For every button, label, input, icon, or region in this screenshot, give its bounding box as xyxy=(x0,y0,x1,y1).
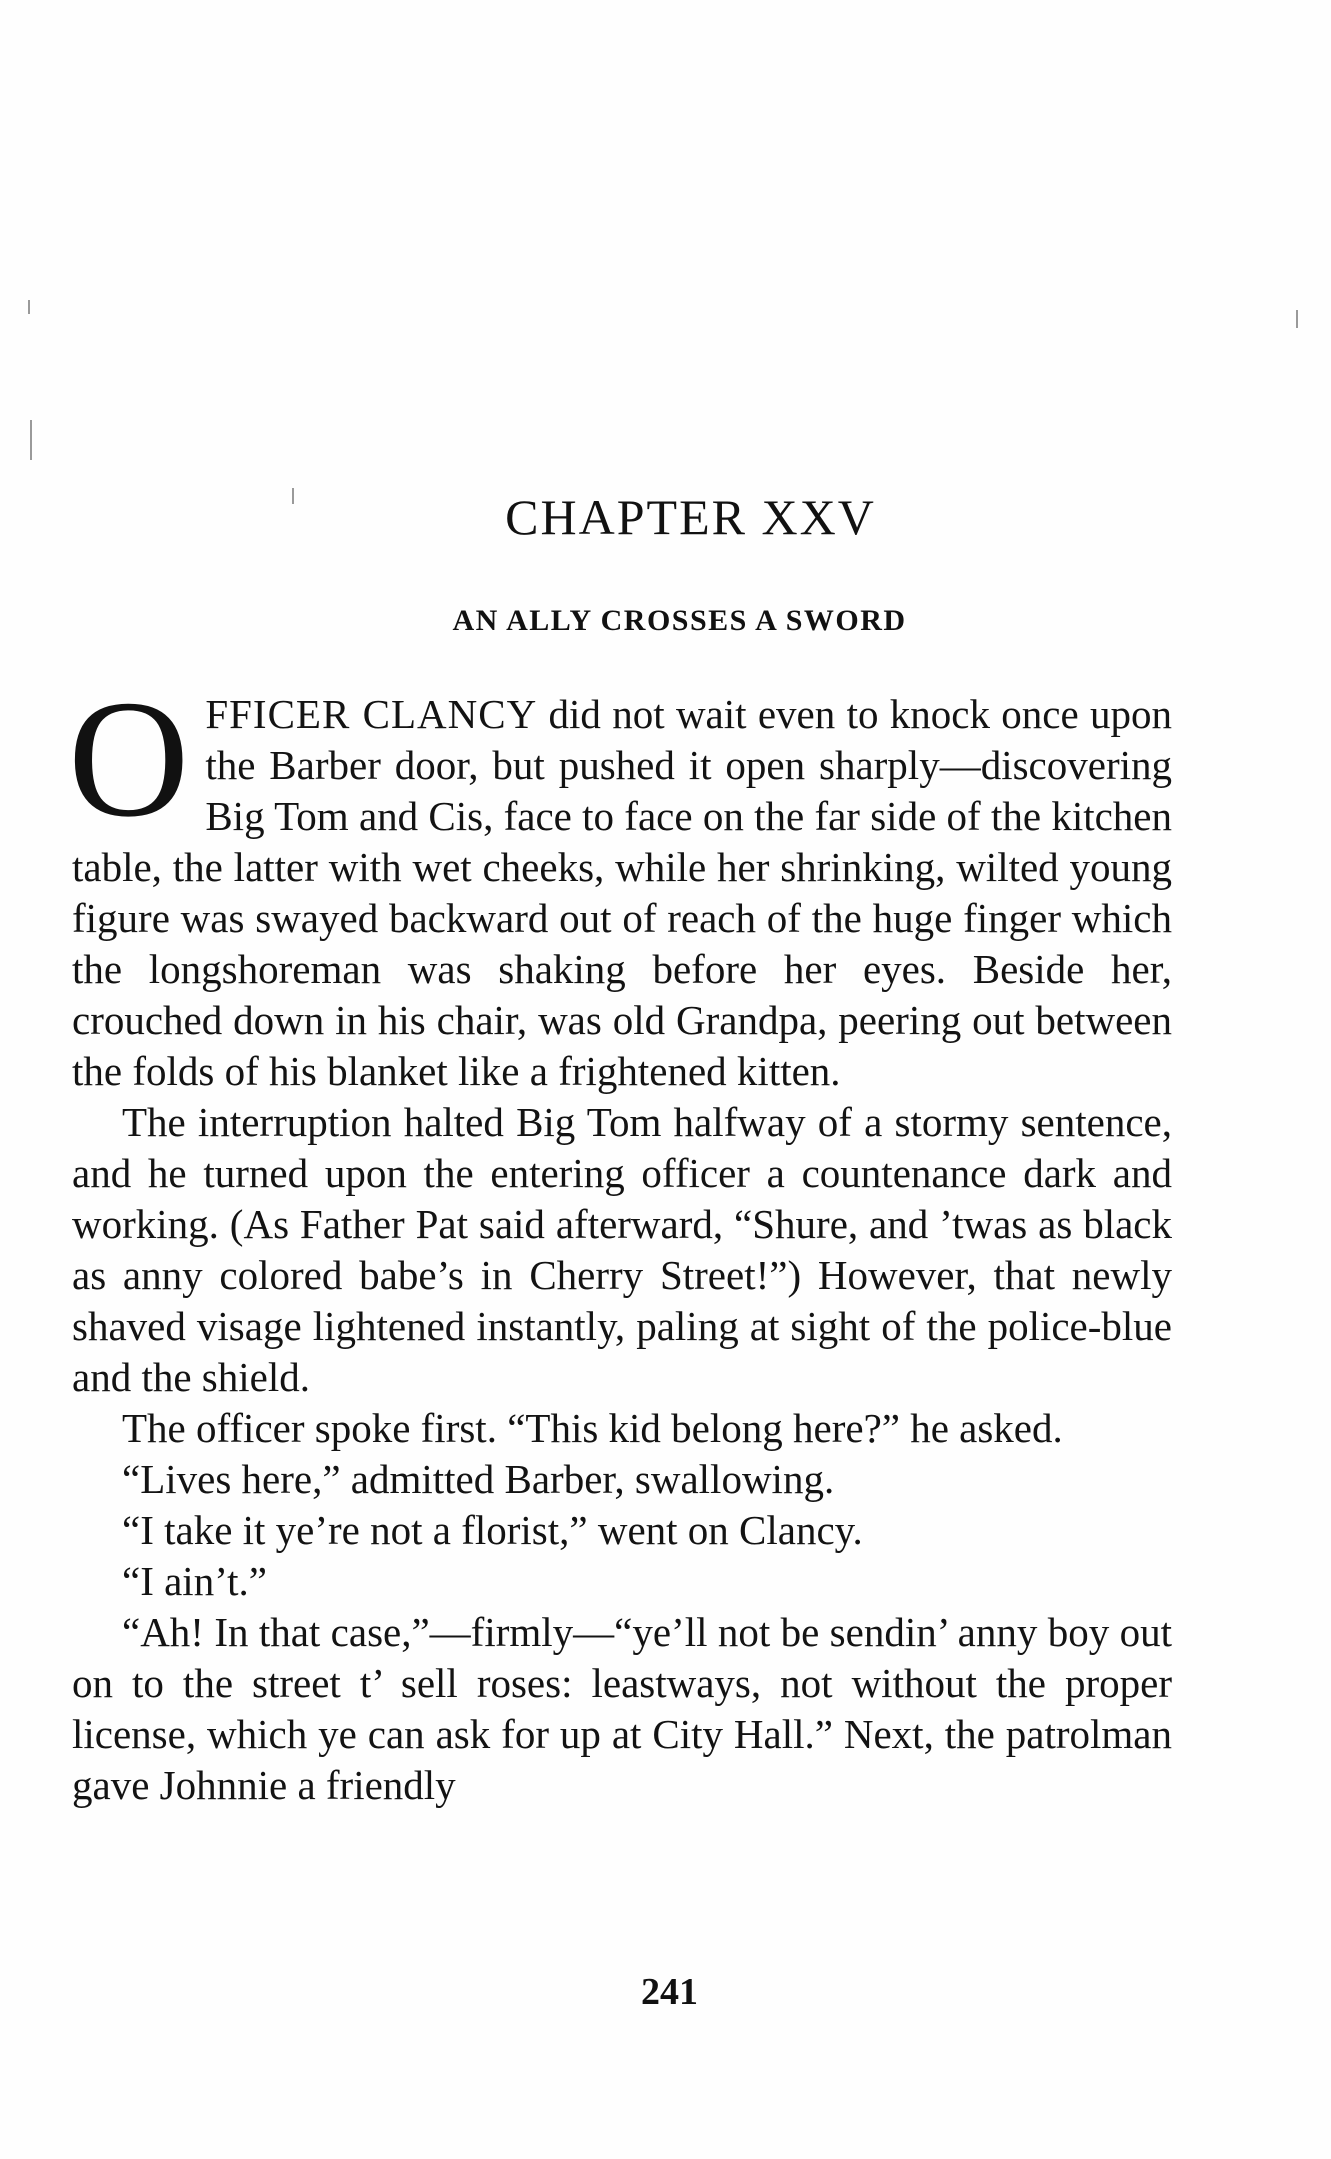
page-number: 241 xyxy=(641,1971,698,2013)
paragraph-7: “Ah! In that case,”—firmly—“ye’ll not be sendin’ anny boy out on to the street t’ sell roses: leastways, not without the proper license, which ye can ask for up at City Hall.” Next, the patrolman gave Johnnie a friendly xyxy=(72,1609,1172,1808)
paragraph-4: “Lives here,” admitted Barber, swallowing. xyxy=(122,1456,835,1502)
scan-speck xyxy=(30,420,32,460)
paragraph-1 xyxy=(68,666,1172,1097)
paragraph-3: The officer spoke first. “This kid belong here?” he asked. xyxy=(122,1405,1063,1451)
chapter-subtitle: AN ALLY CROSSES A SWORD xyxy=(452,604,907,637)
paragraph-6: “I ain’t.” xyxy=(122,1558,267,1604)
scan-speck xyxy=(1296,310,1298,328)
paragraph-5: “I take it ye’re not a florist,” went on Clancy. xyxy=(122,1507,863,1553)
paragraph-2: The interruption halted Big Tom halfway of a stormy sentence, and he turned upon the entering officer a countenance dark and working. (As Father Pat said afterward, “Shure, and ’twas as black as anny colored babe’s in Cherry Street!”) However, that newly shaved visage lightened instantly, paling at sight of the police-blue and the shield. xyxy=(72,1099,1172,1400)
opening-words: FFICER CLANCY xyxy=(205,691,538,737)
chapter-heading: CHAPTER XXV xyxy=(505,489,876,545)
drop-cap: O xyxy=(68,666,190,852)
scan-speck xyxy=(28,300,30,314)
chapter-body xyxy=(68,666,1172,1811)
paragraph-1-text: did not wait even to knock once upon the Barber door, but pushed it open sharply—discovering Big Tom and Cis, face to face on the far side of the kitchen table, the latter with wet cheeks, while her shrinking, wilted young figure was swayed backward out of reach of the huge finger which the longshoreman was shaking before her eyes. Beside her, crouched down in his chair, was old Grandpa, peering out between the folds of his blanket like a frightened kitten. xyxy=(72,691,1172,1094)
